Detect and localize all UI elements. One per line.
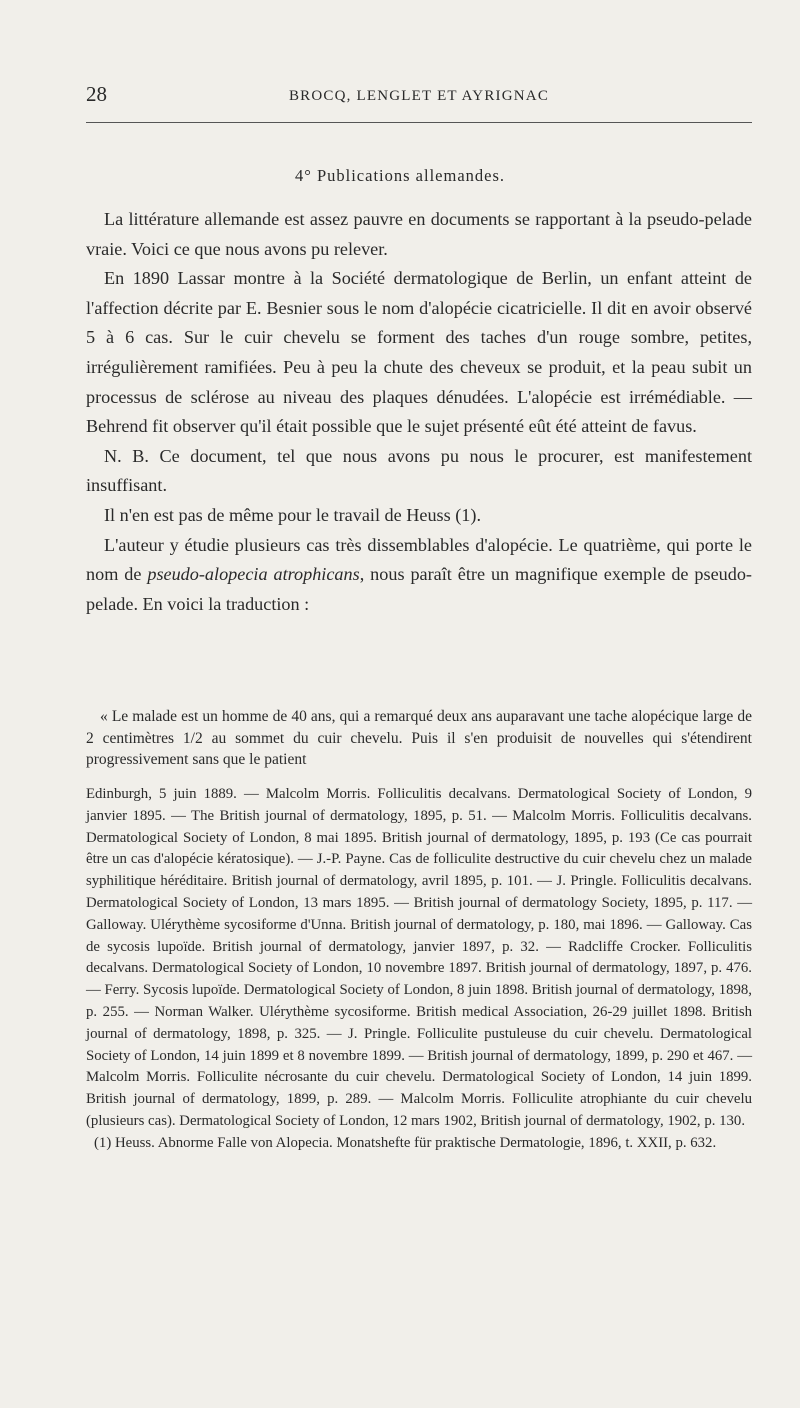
paragraph-text: , nous paraît être un magnifique exemple de pseudo-pelade. En voici la traduction : bbox=[86, 564, 752, 614]
paragraph: La littérature allemande est assez pauvre en documents se rapportant à la pseudo-pelade vraie. Voici ce que nous avons pu relever. bbox=[86, 209, 752, 259]
italic-term: pseudo-alopecia atrophicans bbox=[147, 564, 360, 585]
paragraph-text: L'auteur y étudie plusieurs cas très dissemblables d'alopécie. Le quatrième, qui porte le nom de bbox=[86, 534, 752, 585]
running-head: BROCQ, LENGLET ET AYRIGNAC bbox=[288, 88, 550, 104]
section-title: 4° Publications allemandes. bbox=[294, 166, 506, 185]
body-text bbox=[86, 205, 752, 619]
quotation bbox=[86, 706, 752, 771]
paragraph bbox=[86, 531, 752, 620]
paragraph: N. B. Ce document, tel que nous avons pu nous le procurer, est manifestement insuffisant. bbox=[86, 445, 752, 496]
paragraph: Il n'en est pas de même pour le travail de Heuss (1). bbox=[104, 504, 482, 525]
quote-text: « Le malade est un homme de 40 ans, qui a remarqué deux ans auparavant une tache alopécique large de 2 centimètres 1/2 au sommet du cuir chevelu. Puis il s'en produisit de nouvelles qui s'étendirent progressivement sans que le patient bbox=[86, 708, 752, 768]
page-header bbox=[86, 82, 752, 112]
footnotes bbox=[86, 784, 752, 1155]
page-number: 28 bbox=[86, 82, 107, 106]
footnote: (1) Heuss. Abnorme Falle von Alopecia. Monatshefte für praktische Dermatologie, 1896, t. XXII, p. 632. bbox=[94, 1134, 717, 1151]
footnote-continued: Edinburgh, 5 juin 1889. — Malcolm Morris. Folliculitis decalvans. Dermatological Society of London, 9 janvier 1895. — The British journal of dermatology, 1895, p. 51. — Malcolm Morris. Folliculitis decalvans. Dermatological Society of London, 8 mai 1895. British journal of dermatology, 1895, p. 193 (Ce cas pourrait être un cas d'alopécie kératosique). — J.-P. Payne. Cas de folliculite destructive du cuir chevelu chez un malade syphilitique héréditaire. British journal of dermatology, avril 1895, p. 101. — J. Pringle. Folliculitis decalvans. Dermatological Society of London, 13 mars 1895. — British journal of dermatology Society, 1895, p. 117. — Galloway. Ulérythème sycosiforme d'Unna. British journal of dermatology, p. 180, mai 1896. — Galloway. Cas de sycosis lupoïde. British journal of dermatology, janvier 1897, p. 32. — Radcliffe Crocker. Folliculitis decalvans. Dermatological Society of London, 10 novembre 1897. British journal of dermatology, 1897, p. 476. — Ferry. Sycosis lupoïde. Dermatological Society of London, 8 juin 1898. British journal of dermatology, 1898, p. 255. — Norman Walker. Ulérythème sycosiforme. British medical Association, 26-29 juillet 1898. British journal of dermatology, 1898, p. 325. — J. Pringle. Folliculite pustuleuse du cuir chevelu. Dermatological Society of London, 14 juin 1899 et 8 novembre 1899. — British journal of dermatology, 1899, p. 290 et 467. — Malcolm Morris. Folliculite nécrosante du cuir chevelu. Dermatological Society of London, 14 juin 1899. British journal of dermatology, 1899, p. 289. — Malcolm Morris. Folliculite atrophiante du cuir chevelu (plusieurs cas). Dermatological Society of London, 12 mars 1902, British journal of dermatology, 1902, p. 130. bbox=[86, 786, 752, 1129]
header-rule bbox=[86, 122, 752, 123]
paragraph: En 1890 Lassar montre à la Société dermatologique de Berlin, un enfant atteint de l'affection décrite par E. Besnier sous le nom d'alopécie cicatricielle. Il dit en avoir observé 5 à 6 cas. Sur le cuir chevelu se forment des taches d'un rouge sombre, petites, irrégulièrement ramifiées. Peu à peu la chute des cheveux se produit, et la peau subit un processus de sclérose au niveau des plaques dénudées. L'alopécie est irrémédiable. — Behrend fit observer qu'il était possible que le sujet présenté eût été atteint de favus. bbox=[86, 268, 752, 437]
